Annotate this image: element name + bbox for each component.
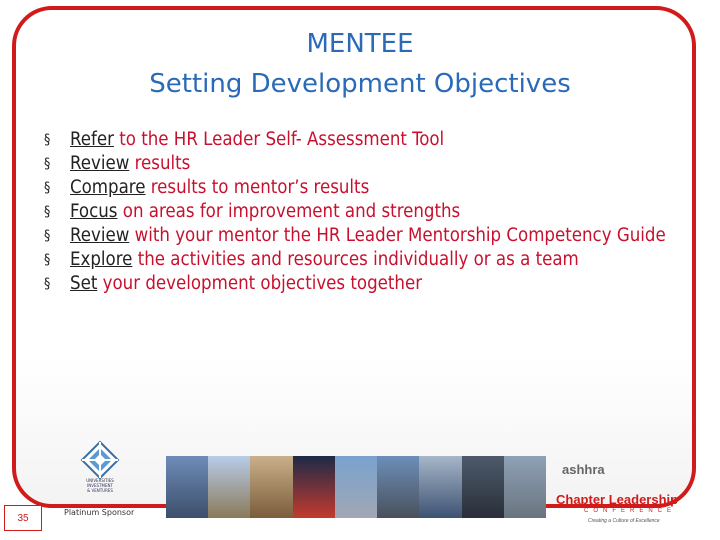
sponsor-name xyxy=(70,478,130,493)
sponsor-line: UNIVERSITIES xyxy=(86,478,114,483)
bullet-marker: § xyxy=(44,132,51,148)
bullet-text: your development objectives together xyxy=(97,273,423,294)
city-photo xyxy=(419,456,461,518)
city-photo xyxy=(377,456,419,518)
page-number: 35 xyxy=(4,505,42,531)
title-line-2: Setting Development Objectives xyxy=(149,69,571,99)
city-photo xyxy=(250,456,292,518)
brand-conference: CONFERENCE xyxy=(584,508,677,514)
bullet-text: results xyxy=(129,153,191,174)
bullet-key: Review xyxy=(70,225,130,246)
bullet-text: with your mentor the HR Leader Mentorship Competency Guide xyxy=(129,225,666,246)
objectives-list xyxy=(44,128,704,296)
sponsor-label: Platinum Sponsor xyxy=(64,508,135,517)
city-photo xyxy=(293,456,335,518)
bullet-text: on areas for improvement and strengths xyxy=(117,201,461,222)
bullet-key: Review xyxy=(70,153,130,174)
slide-title xyxy=(0,24,720,104)
bullet-marker: § xyxy=(44,276,51,292)
bullet-text: the activities and resources individually or as a team xyxy=(132,249,579,270)
list-item xyxy=(44,152,704,176)
sponsor-line: & VENTURES xyxy=(87,488,113,493)
sponsor-logo-icon xyxy=(72,440,128,480)
bullet-text: to the HR Leader Self- Assessment Tool xyxy=(113,129,445,150)
bullet-key: Focus xyxy=(70,201,118,222)
list-item xyxy=(44,128,704,152)
brand-chapter: Chapter Leadership xyxy=(556,492,679,507)
list-item xyxy=(44,248,704,272)
bullet-key: Refer xyxy=(70,129,114,150)
bullet-key: Set xyxy=(70,273,98,294)
city-photo xyxy=(504,456,546,518)
bullet-key: Explore xyxy=(70,249,133,270)
city-photo xyxy=(335,456,377,518)
bullet-marker: § xyxy=(44,204,51,220)
bullet-key: Compare xyxy=(70,177,146,198)
list-item xyxy=(44,272,704,296)
sponsor-line: INVESTMENT xyxy=(87,483,113,488)
city-photo-strip xyxy=(166,456,546,518)
city-photo xyxy=(166,456,208,518)
city-photo xyxy=(462,456,504,518)
city-photo xyxy=(208,456,250,518)
bullet-marker: § xyxy=(44,180,51,196)
brand-ashhra: ashhra xyxy=(562,462,605,477)
list-item xyxy=(44,224,704,248)
bullet-marker: § xyxy=(44,252,51,268)
list-item xyxy=(44,176,704,200)
conference-logo xyxy=(556,462,686,524)
brand-tagline: Creating a Culture of Excellence xyxy=(588,518,660,524)
bullet-marker: § xyxy=(44,156,51,172)
bullet-marker: § xyxy=(44,228,51,244)
title-line-1: MENTEE xyxy=(306,29,414,59)
bullet-text: results to mentor’s results xyxy=(145,177,370,198)
list-item xyxy=(44,200,704,224)
